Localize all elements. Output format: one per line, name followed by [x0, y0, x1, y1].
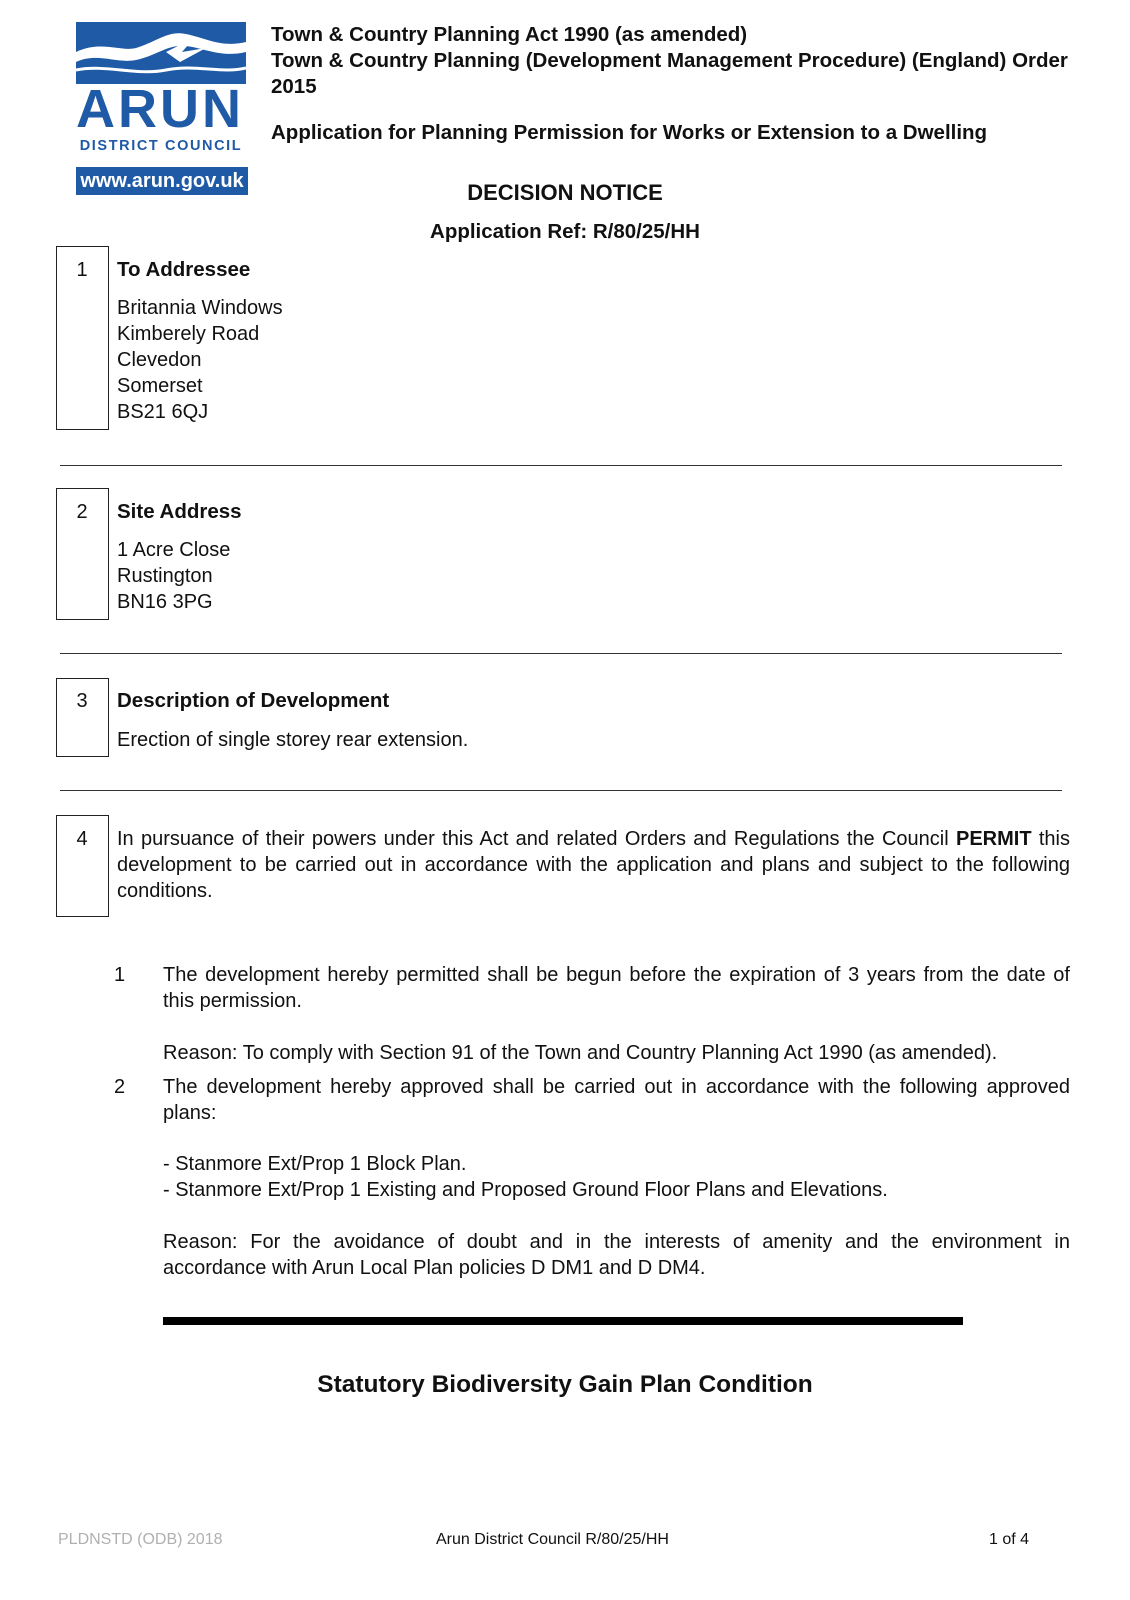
notice-title: DECISION NOTICE: [467, 180, 663, 205]
section-1-number: 1: [76, 259, 88, 281]
addressee-line: Britannia Windows: [117, 297, 283, 319]
condition-2-text: The development hereby approved shall be carried out in accordance with the following approved plans:: [163, 1076, 1070, 1124]
application-ref: Application Ref: R/80/25/HH: [430, 220, 700, 243]
permission-text-after: this development to be carried out in accordance with the application and plans and subject to the following conditions.: [117, 828, 1070, 902]
section-2-number: 2: [76, 501, 88, 523]
decision-permit: PERMIT: [956, 828, 1032, 850]
arun-logo-subtitle: DISTRICT COUNCIL: [79, 138, 243, 154]
section-divider: [60, 790, 1062, 791]
addressee-block: [117, 295, 283, 425]
addressee-line: Clevedon: [117, 349, 202, 371]
section-divider: [60, 653, 1062, 654]
council-website-link[interactable]: www.arun.gov.uk: [76, 167, 248, 195]
site-address-line: Rustington: [117, 565, 213, 587]
section-3-title: Description of Development: [117, 689, 390, 712]
separator-bar: [163, 1317, 963, 1325]
condition-1-reason: Reason: To comply with Section 91 of the Town and Country Planning Act 1990 (as amended).: [163, 1042, 998, 1064]
footer-council-ref: Arun District Council R/80/25/HH: [436, 1531, 669, 1548]
condition-2-number: 2: [114, 1076, 126, 1098]
condition-2-reason: Reason: For the avoidance of doubt and in the interests of amenity and the environment in accordance with Arun Local Plan policies D DM1 and D DM4.: [163, 1231, 1070, 1279]
application-type: Application for Planning Permission for Works or Extension to a Dwelling: [271, 121, 988, 144]
order-year: 2015: [271, 75, 317, 98]
approved-plan-item: - Stanmore Ext/Prop 1 Existing and Proposed Ground Floor Plans and Elevations.: [163, 1179, 888, 1201]
footer-form-code: PLDNSTD (ODB) 2018: [58, 1531, 223, 1548]
site-address-block: [117, 537, 230, 615]
approved-plan-item: - Stanmore Ext/Prop 1 Block Plan.: [163, 1153, 467, 1175]
footer-page-number: 1 of 4: [989, 1531, 1030, 1548]
arun-logo-wordmark: ARUN: [76, 79, 244, 139]
addressee-line: Kimberely Road: [117, 323, 260, 345]
permission-statement: [117, 826, 1070, 904]
biodiversity-heading: Statutory Biodiversity Gain Plan Condition: [317, 1371, 813, 1398]
condition-1-number: 1: [114, 964, 126, 986]
condition-1-text: The development hereby permitted shall be begun before the expiration of 3 years from the date of this permission.: [163, 964, 1070, 1012]
section-2-title: Site Address: [117, 500, 242, 523]
addressee-line: Somerset: [117, 375, 203, 397]
section-4-number: 4: [76, 828, 88, 850]
section-1-title: To Addressee: [117, 258, 251, 281]
approved-plans-list: [163, 1151, 888, 1203]
section-divider: [60, 465, 1062, 466]
site-address-line: 1 Acre Close: [117, 539, 231, 561]
addressee-line: BS21 6QJ: [117, 401, 209, 423]
development-description: Erection of single storey rear extension.: [117, 729, 469, 751]
permission-text-before: In pursuance of their powers under this Act and related Orders and Regulations the Council: [117, 828, 949, 850]
order-title: Town & Country Planning (Development Management Procedure) (England) Order: [271, 49, 1068, 72]
act-title: Town & Country Planning Act 1990 (as amended): [271, 23, 748, 46]
section-3-number: 3: [76, 690, 88, 712]
site-address-line: BN16 3PG: [117, 591, 213, 613]
